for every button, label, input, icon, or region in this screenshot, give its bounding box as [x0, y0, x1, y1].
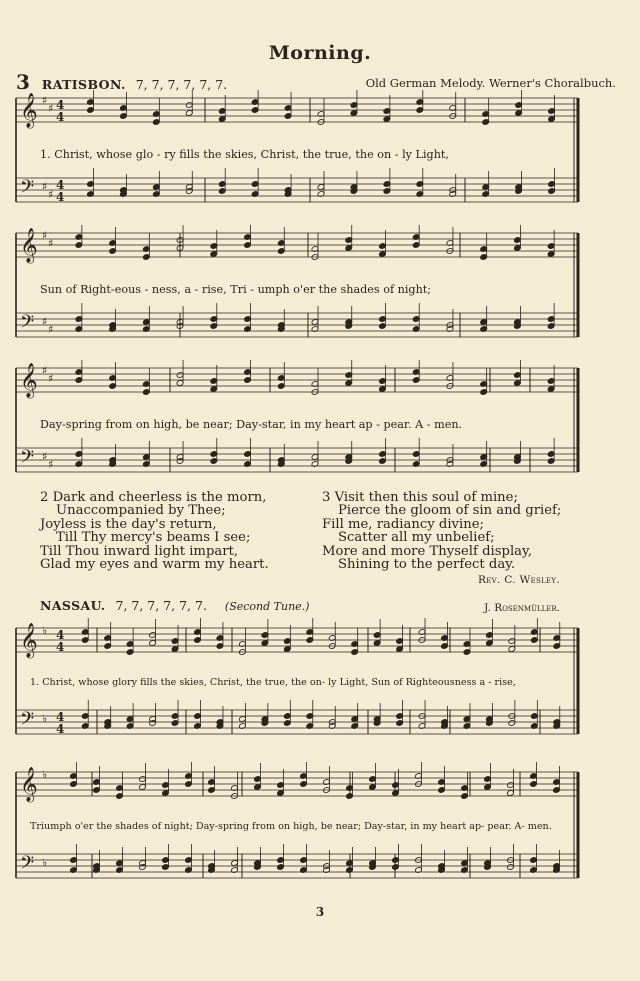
key-signature: ♯ [48, 323, 54, 336]
key-signature: ♯ [48, 372, 54, 385]
text-author: Rev. C. Wesley. [478, 574, 560, 586]
verse-line: Shining to the perfect day. [338, 557, 516, 573]
verse-line: 3 Visit then this soul of mine; [322, 490, 518, 505]
verse-line: Scatter all my unbelief; [338, 530, 495, 546]
key-signature: ♯ [42, 450, 48, 463]
verse-3 [322, 491, 592, 571]
key-signature: ♭ [42, 624, 48, 637]
key-signature: ♯ [42, 94, 48, 107]
staff [16, 772, 578, 796]
time-signature: 4 [56, 710, 65, 724]
tune-attribution: Old German Melody. Werner's Choralbuch. [365, 76, 616, 90]
key-signature: ♭ [42, 712, 48, 725]
treble-clef: 𝄞 [20, 228, 38, 263]
key-signature: ♯ [48, 102, 54, 115]
key-signature: ♯ [42, 364, 48, 377]
treble-clef: 𝄞 [20, 363, 38, 398]
lyric-line: Triumph o'er the shades of night; Day-spring from on high, be near; Day-star, in my heart ap- pear. A- men. [30, 821, 552, 832]
verse-2 [40, 491, 310, 571]
verse-line: Till Thy mercy's beams I see; [56, 530, 251, 546]
verse-line: Fill me, radiancy divine; [322, 516, 484, 532]
treble-clef: 𝄞 [20, 767, 38, 802]
time-signature: 4 [56, 178, 65, 192]
staff [16, 98, 578, 122]
lyric-line: 1. Christ, whose glory fills the skies, Christ, the true, the on- ly Light, Sun of Righteousness a - rise, [30, 677, 516, 688]
verse-line: Glad my eyes and warm my heart. [40, 557, 269, 573]
verse-line: 2 Dark and cheerless is the morn, [40, 490, 267, 505]
verse-line: More and more Thyself display, [322, 543, 532, 559]
tune-attribution: J. Rosenmüller. [484, 602, 560, 614]
meter: 7, 7, 7, 7, 7, 7. [135, 77, 228, 92]
key-signature: ♯ [42, 180, 48, 193]
key-signature: ♭ [42, 856, 48, 869]
hymn-header-nassau [40, 598, 560, 613]
page-number: 3 [315, 905, 325, 919]
staff [16, 233, 578, 257]
bass-clef: 𝄢 [20, 709, 35, 734]
key-signature: ♯ [42, 229, 48, 242]
bass-clef: 𝄢 [20, 447, 35, 472]
verse-line: Till Thou inward light impart, [40, 543, 239, 559]
staff [16, 368, 578, 392]
meter: 7, 7, 7, 7, 7, 7. [115, 598, 207, 613]
time-signature: 4 [56, 640, 65, 654]
treble-clef: 𝄞 [20, 623, 38, 658]
verse-line: Joyless is the day's return, [40, 516, 217, 532]
staff [16, 313, 578, 337]
key-signature: ♯ [48, 458, 54, 471]
staff [16, 854, 578, 878]
bass-clef: 𝄢 [20, 177, 35, 202]
lyric-line: 1. Christ, whose glo - ry fills the skies, Christ, the true, the on - ly Light, [40, 148, 449, 161]
staff [16, 710, 578, 734]
staff [16, 448, 578, 472]
treble-clef: 𝄞 [20, 93, 38, 128]
bass-clef: 𝄢 [20, 312, 35, 337]
verse-line: Unaccompanied by Thee; [56, 503, 226, 519]
page-title: Morning. [268, 42, 372, 64]
lyric-line: Day-spring from on high, be near; Day-star, in my heart ap - pear. A - men. [40, 418, 463, 431]
staff [16, 628, 578, 652]
second-tune-note: (Second Tune.) [224, 600, 310, 613]
lyric-line: Sun of Right-eous - ness, a - rise, Tri - umph o'er the shades of night; [40, 283, 432, 296]
tune-name: RATISBON. [41, 77, 126, 92]
key-signature: ♯ [48, 237, 54, 250]
hymn-number: 3 [16, 70, 30, 94]
key-signature: ♭ [42, 768, 48, 781]
time-signature: 4 [56, 98, 65, 112]
time-signature: 4 [56, 110, 65, 124]
time-signature: 4 [56, 628, 65, 642]
staff [16, 178, 578, 202]
key-signature: ♯ [42, 315, 48, 328]
key-signature: ♯ [48, 188, 54, 201]
time-signature: 4 [56, 722, 65, 736]
verse-line: Pierce the gloom of sin and grief; [338, 503, 562, 519]
time-signature: 4 [56, 190, 65, 204]
bass-clef: 𝄢 [20, 853, 35, 878]
tune-name: NASSAU. [40, 598, 106, 613]
